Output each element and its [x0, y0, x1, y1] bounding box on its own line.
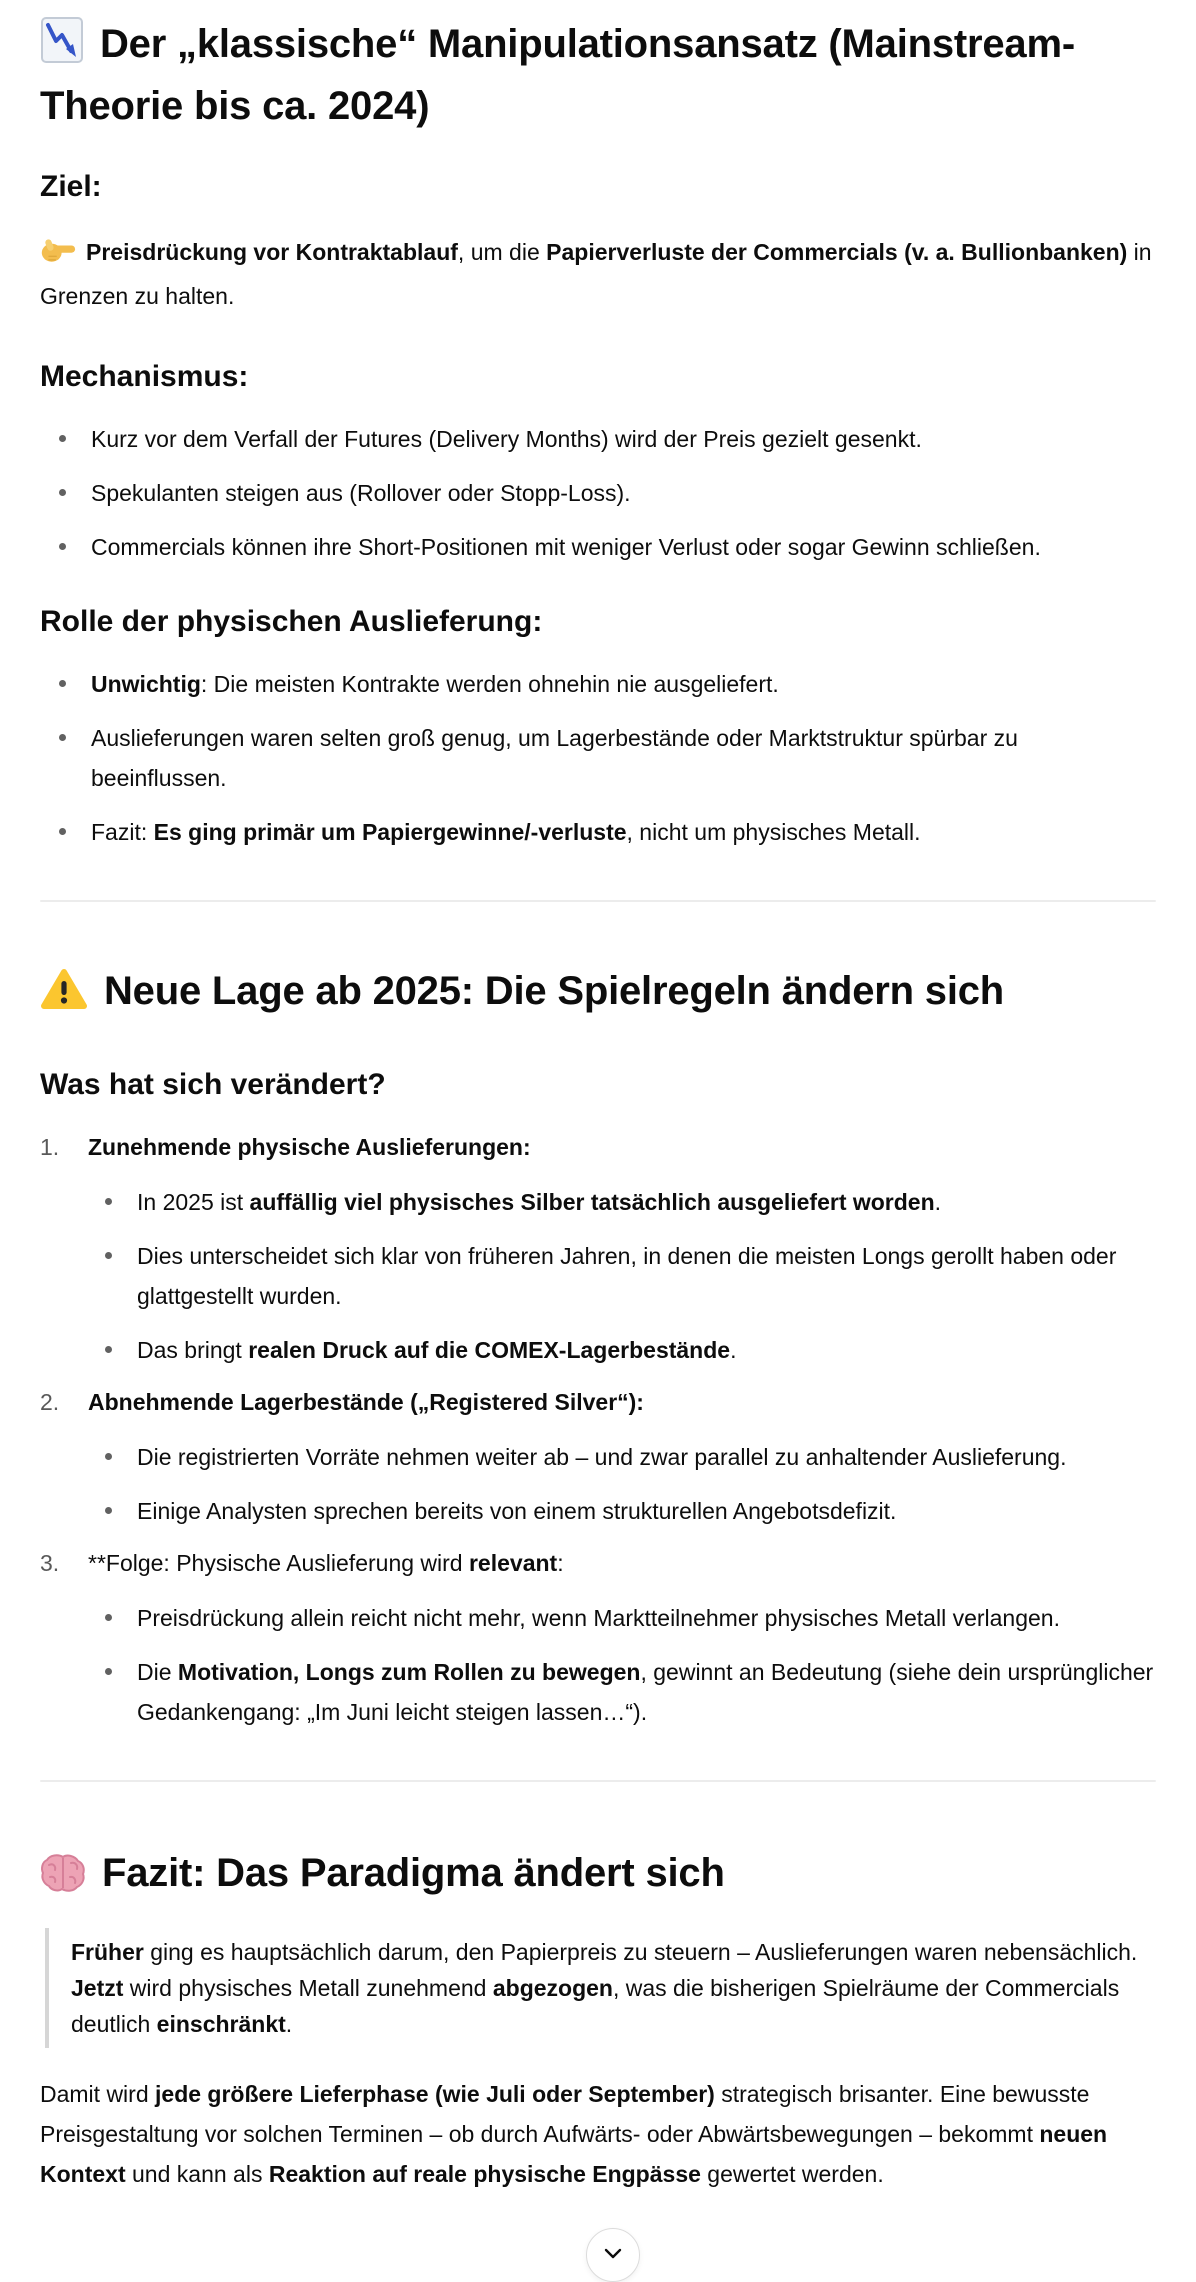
list-item-text: Unwichtig: Die meisten Kontrakte werden ohnehin nie ausgeliefert. — [91, 671, 779, 697]
quote-paradigma: Früher ging es hauptsächlich darum, den Papierpreis zu steuern – Auslieferungen waren nebensächlich. Jetzt wird physisches Metall zunehmend abgezogen, was die bisherigen Spielräume der Commercials deutlich einschränkt. — [45, 1928, 1156, 2048]
sub-bullet-list — [88, 1182, 1156, 1370]
heading-classic-approach — [40, 16, 1156, 134]
list-item — [88, 1330, 1156, 1370]
list-item-text: Die Motivation, Longs zum Rollen zu bewegen, gewinnt an Bedeutung (siehe dein ursprünglicher Gedankengang: „Im Juni leicht steigen lassen…“). — [137, 1659, 1154, 1725]
sub-bullet-list — [88, 1598, 1156, 1732]
list-item-text: Die registrierten Vorräte nehmen weiter ab – und zwar parallel zu anhaltender Auslieferung. — [137, 1444, 1067, 1470]
bullet-list-rolle — [40, 664, 1156, 852]
list-item — [40, 718, 1156, 798]
bullet-marker — [105, 1346, 112, 1353]
list-item — [88, 1652, 1156, 1732]
bullet-marker — [59, 680, 66, 687]
list-item — [40, 473, 1156, 513]
list-item-text: Einige Analysten sprechen bereits von einem strukturellen Angebotsdefizit. — [137, 1498, 897, 1524]
list-item — [88, 1437, 1156, 1477]
paragraph-closing: Damit wird jede größere Lieferphase (wie Juli oder September) strategisch brisanter. Eine bewusste Preisgestaltung vor solchen Terminen – ob durch Aufwärts- oder Abwärtsbewegungen – bekommt neuen Kontext und kann als Reaktion auf reale physische Engpässe gewertet werden. — [40, 2081, 1108, 2187]
numbered-item-label: Zunehmende physische Auslieferungen: — [88, 1134, 531, 1160]
list-item — [88, 1598, 1156, 1638]
list-item — [88, 1182, 1156, 1222]
bullet-marker — [105, 1507, 112, 1514]
bullet-marker — [105, 1453, 112, 1460]
bullet-marker — [59, 543, 66, 550]
list-number: 3. — [40, 1550, 60, 1576]
paragraph-ziel — [40, 232, 1156, 316]
list-item — [88, 1491, 1156, 1531]
heading-neue-lage-text: Neue Lage ab 2025: Die Spielregeln ändern sich — [104, 969, 1005, 1013]
numbered-item-label: Abnehmende Lagerbestände („Registered Silver“): — [88, 1389, 644, 1415]
list-number: 1. — [40, 1134, 60, 1160]
list-item-text: Das bringt realen Druck auf die COMEX-Lagerbestände. — [137, 1337, 737, 1363]
subheading-mechanismus: Mechanismus: — [40, 360, 249, 393]
list-number: 2. — [40, 1389, 60, 1415]
list-item-text: Fazit: Es ging primär um Papiergewinne/-verluste, nicht um physisches Metall. — [91, 819, 921, 845]
numbered-list-veraenderungen — [40, 1127, 1156, 1732]
bullet-marker — [59, 489, 66, 496]
heading-fazit — [40, 1846, 1156, 1908]
list-item-text: Spekulanten steigen aus (Rollover oder Stopp-Loss). — [91, 480, 631, 506]
chart-decreasing-icon — [40, 16, 84, 79]
numbered-item — [40, 1127, 1156, 1370]
bullet-marker — [59, 734, 66, 741]
bullet-marker — [59, 828, 66, 835]
heading-fazit-text: Fazit: Das Paradigma ändert sich — [102, 1851, 725, 1895]
bullet-marker — [105, 1252, 112, 1259]
bullet-marker — [59, 435, 66, 442]
scroll-to-bottom-button[interactable] — [586, 2228, 640, 2282]
document — [0, 16, 1196, 2194]
bullet-marker — [105, 1198, 112, 1205]
bullet-marker — [105, 1614, 112, 1621]
heading-neue-lage — [40, 964, 1156, 1026]
list-item — [88, 1236, 1156, 1316]
bullet-marker — [105, 1668, 112, 1675]
numbered-item-label: **Folge: Physische Auslieferung wird relevant: — [88, 1550, 564, 1576]
list-item — [40, 419, 1156, 459]
numbered-item — [40, 1543, 1156, 1732]
subheading-frage: Was hat sich verändert? — [40, 1068, 386, 1101]
list-item-text: Commercials können ihre Short-Positionen mit weniger Verlust oder sogar Gewinn schließen. — [91, 534, 1041, 560]
sub-bullet-list — [88, 1437, 1156, 1531]
list-item-text: In 2025 ist auffällig viel physisches Silber tatsächlich ausgeliefert worden. — [137, 1189, 942, 1215]
section-divider — [40, 1780, 1156, 1782]
numbered-item — [40, 1382, 1156, 1531]
list-item — [40, 664, 1156, 704]
subheading-rolle: Rolle der physischen Auslieferung: — [40, 605, 543, 638]
list-item — [40, 527, 1156, 567]
list-item-text: Kurz vor dem Verfall der Futures (Delivery Months) wird der Preis gezielt gesenkt. — [91, 426, 922, 452]
pointing-right-icon — [40, 236, 76, 276]
list-item — [40, 812, 1156, 852]
paragraph-ziel-text: Preisdrückung vor Kontraktablauf, um die Papierverluste der Commercials (v. a. Bullionbanken) in Grenzen zu halten. — [40, 239, 1152, 309]
list-item-text: Dies unterscheidet sich klar von früheren Jahren, in denen die meisten Longs gerollt haben oder glattgestellt wurden. — [137, 1243, 1117, 1309]
list-item-text: Preisdrückung allein reicht nicht mehr, wenn Marktteilnehmer physisches Metall verlangen. — [137, 1605, 1060, 1631]
list-item-text: Auslieferungen waren selten groß genug, um Lagerbestände oder Marktstruktur spürbar zu beeinflussen. — [91, 725, 1018, 791]
section-divider — [40, 900, 1156, 902]
heading-classic-approach-text: Der „klassische“ Manipulationsansatz (Mainstream-Theorie bis ca. 2024) — [40, 22, 1075, 128]
subheading-ziel: Ziel: — [40, 170, 102, 203]
brain-icon — [40, 1853, 86, 1908]
warning-icon — [40, 967, 88, 1026]
bullet-list-mechanismus — [40, 419, 1156, 567]
chevron-down-icon — [602, 2242, 624, 2269]
